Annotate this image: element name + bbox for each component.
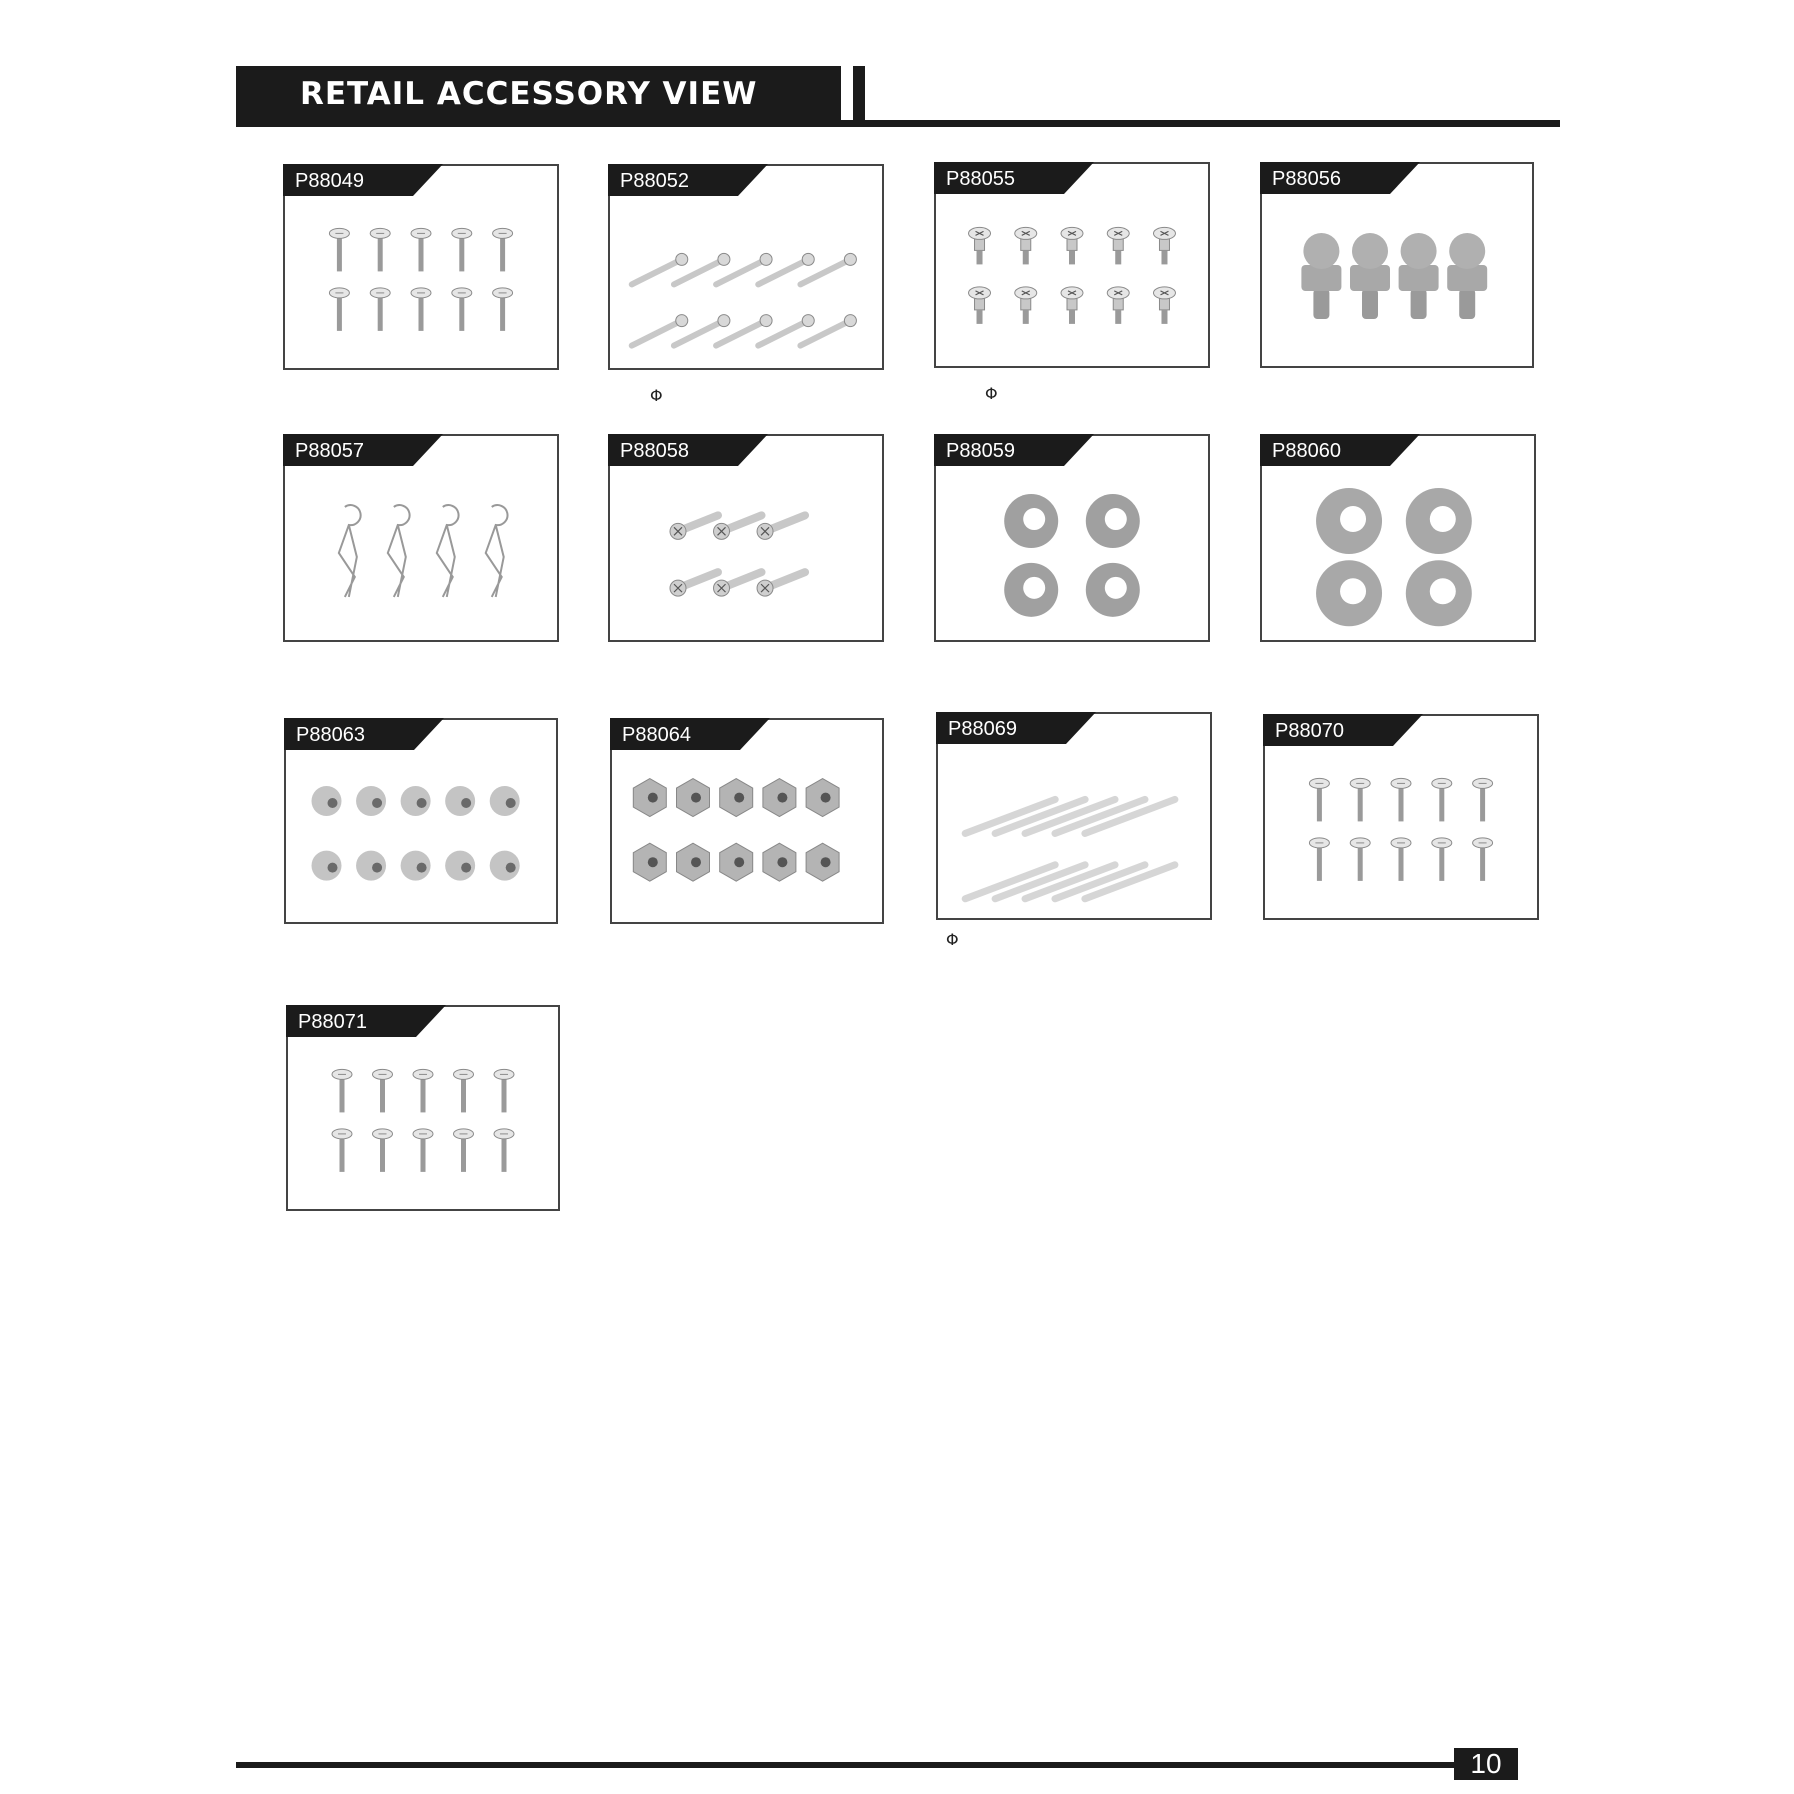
phillips-screw <box>1107 287 1129 324</box>
ball-stud-icon <box>1262 194 1532 364</box>
washer <box>1004 494 1058 548</box>
hex-nut <box>677 843 710 881</box>
phillips-screw <box>969 227 991 264</box>
nut-cap <box>401 786 431 816</box>
flat-head-screw <box>1309 838 1329 881</box>
hex-nut-icon <box>612 750 882 920</box>
nut-cap <box>490 851 520 881</box>
hex-nut <box>763 843 796 881</box>
phillips-screw <box>1153 287 1175 324</box>
body-clip <box>437 505 459 597</box>
nut-cap <box>445 851 475 881</box>
pan-head-screw <box>714 515 762 539</box>
pan-head-screw <box>670 572 718 596</box>
flat-head-screw <box>1391 838 1411 881</box>
nut-cap <box>312 786 342 816</box>
pin-icon <box>938 744 1210 916</box>
nut-cap-icon <box>286 750 556 920</box>
flat-head-screw <box>329 228 349 271</box>
flat-head-screw <box>1473 778 1493 821</box>
part-number: P88070 <box>1275 720 1344 742</box>
flat-head-screw <box>411 288 431 331</box>
hex-nut <box>720 843 753 881</box>
flat-head-screw <box>413 1129 433 1172</box>
part-card-p88059 <box>934 434 1210 642</box>
diameter-note: Φ <box>650 386 663 405</box>
flat-head-screw <box>1473 838 1493 881</box>
part-number: P88056 <box>1272 168 1341 190</box>
hex-nut <box>633 843 666 881</box>
washer-icon <box>936 466 1208 638</box>
flat-head-screw <box>454 1069 474 1112</box>
washer <box>1086 494 1140 548</box>
flat-head-screw <box>1309 778 1329 821</box>
nut-cap <box>490 786 520 816</box>
flat-head-screw <box>1432 778 1452 821</box>
part-card-p88063 <box>284 718 558 924</box>
part-number: P88058 <box>620 440 689 462</box>
phillips-screw <box>1107 227 1129 264</box>
nut-cap <box>401 851 431 881</box>
pan-head-screw <box>670 515 718 539</box>
ball-stud <box>1301 233 1341 319</box>
part-number: P88063 <box>296 724 365 746</box>
body-clip-icon <box>285 466 557 638</box>
flat-head-screw <box>452 228 472 271</box>
part-card-p88055 <box>934 162 1210 368</box>
pan-head-screw <box>757 515 805 539</box>
phillips-screw <box>969 287 991 324</box>
part-card-p88058 <box>608 434 884 642</box>
hex-nut <box>633 779 666 817</box>
thick-washer <box>1316 488 1382 554</box>
part-number: P88052 <box>620 170 689 192</box>
thick-washer <box>1406 560 1472 626</box>
part-card-p88057 <box>283 434 559 642</box>
header-rule <box>236 120 1560 127</box>
washer <box>1086 563 1140 617</box>
flat-head-screw <box>413 1069 433 1112</box>
flat-head-screw <box>329 288 349 331</box>
flat-head-screw <box>370 288 390 331</box>
flat-head-screw-icon <box>288 1037 558 1207</box>
part-card-p88056 <box>1260 162 1534 368</box>
ball-stud <box>1350 233 1390 319</box>
part-card-p88060 <box>1260 434 1536 642</box>
part-number: P88049 <box>295 170 364 192</box>
flat-head-screw <box>373 1129 393 1172</box>
phillips-screw-icon <box>936 194 1208 364</box>
ball-stud <box>1447 233 1487 319</box>
part-card-p88064 <box>610 718 884 924</box>
thick-washer-icon <box>1262 466 1534 638</box>
flat-head-screw <box>493 288 513 331</box>
nut-cap <box>312 851 342 881</box>
part-number: P88071 <box>298 1011 367 1033</box>
body-clip <box>339 505 361 597</box>
flat-head-screw <box>1350 838 1370 881</box>
hex-nut <box>677 779 710 817</box>
thick-washer <box>1406 488 1472 554</box>
phillips-screw <box>1061 287 1083 324</box>
flat-head-screw <box>493 228 513 271</box>
part-card-p88070 <box>1263 714 1539 920</box>
nut-cap <box>356 786 386 816</box>
flat-head-screw <box>332 1129 352 1172</box>
hex-nut <box>720 779 753 817</box>
part-number: P88069 <box>948 718 1017 740</box>
part-card-p88069 <box>936 712 1212 920</box>
flat-head-screw <box>411 228 431 271</box>
flat-head-screw <box>1432 838 1452 881</box>
hex-nut <box>763 779 796 817</box>
part-number: P88057 <box>295 440 364 462</box>
phillips-screw <box>1015 287 1037 324</box>
flat-head-screw-icon <box>1265 746 1537 916</box>
phillips-screw <box>1153 227 1175 264</box>
flat-head-screw <box>494 1129 514 1172</box>
flat-head-screw <box>373 1069 393 1112</box>
phillips-screw <box>1061 227 1083 264</box>
flat-head-screw <box>332 1069 352 1112</box>
part-number: P88064 <box>622 724 691 746</box>
part-card-p88052 <box>608 164 884 370</box>
nut-cap <box>445 786 475 816</box>
washer <box>1004 563 1058 617</box>
pan-head-screw <box>757 572 805 596</box>
part-number: P88059 <box>946 440 1015 462</box>
body-clip <box>388 505 410 597</box>
part-card-p88071 <box>286 1005 560 1211</box>
page-title: RETAIL ACCESSORY VIEW <box>300 76 758 112</box>
flat-head-screw <box>452 288 472 331</box>
part-card-p88049 <box>283 164 559 370</box>
pan-head-screw <box>714 572 762 596</box>
flat-head-screw <box>370 228 390 271</box>
long-screw-icon <box>610 196 882 366</box>
diameter-note: Φ <box>946 930 959 949</box>
part-number: P88060 <box>1272 440 1341 462</box>
flat-head-screw <box>494 1069 514 1112</box>
flat-head-screw-icon <box>285 196 557 366</box>
diameter-note: Φ <box>985 384 998 403</box>
flat-head-screw <box>454 1129 474 1172</box>
flat-head-screw <box>1350 778 1370 821</box>
body-clip <box>486 505 508 597</box>
part-number: P88055 <box>946 168 1015 190</box>
footer-rule <box>236 1762 1454 1768</box>
flat-head-screw <box>1391 778 1411 821</box>
phillips-screw <box>1015 227 1037 264</box>
hex-nut <box>806 779 839 817</box>
nut-cap <box>356 851 386 881</box>
page-number: 10 <box>1454 1748 1518 1780</box>
hex-nut <box>806 843 839 881</box>
pan-head-screw-icon <box>610 466 882 638</box>
thick-washer <box>1316 560 1382 626</box>
header-accent <box>853 66 865 120</box>
ball-stud <box>1399 233 1439 319</box>
